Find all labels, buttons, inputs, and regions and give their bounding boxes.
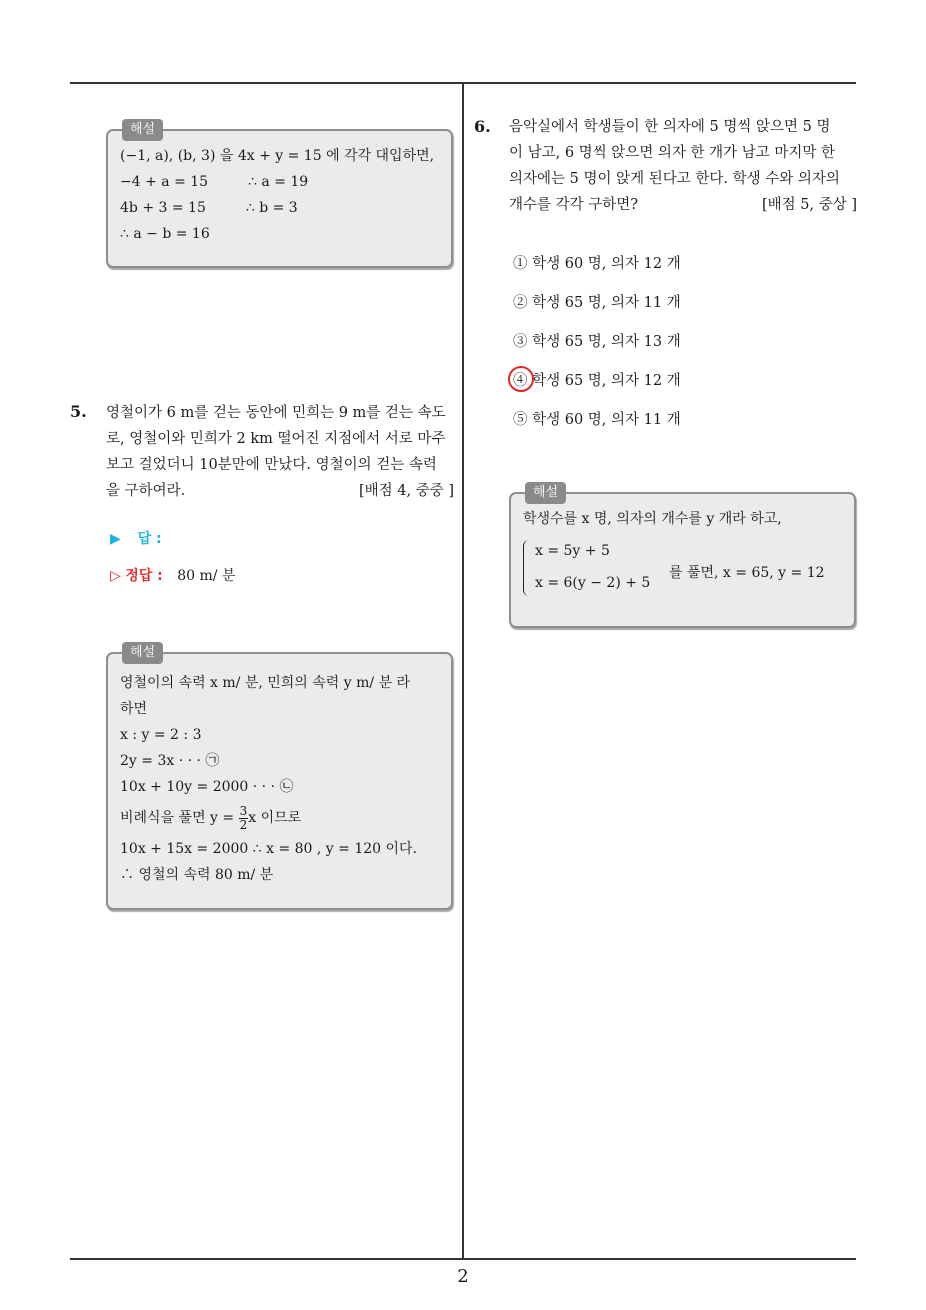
question-6-text: 음악실에서 학생들이 한 의자에 5 명씩 앉으면 5 명 이 남고, 6 명씩 앉으면 의자 한 개가 남고 마지막 한 의자에는 5 명이 앉게 된다고 한다. 학생 수와 의자의 개수를 각각 구하면? [배점 5, 중상 ] (509, 114, 857, 218)
outline-play-icon: ▷ (110, 568, 121, 584)
answer-input-row[interactable] (110, 528, 162, 548)
fraction: $\frac{3}{2}$ (239, 803, 248, 832)
answer-label: 답 : (137, 531, 162, 547)
solution-tag: 해설 (122, 119, 163, 141)
solution-line: 영철이의 속력 x m/ 분, 민희의 속력 y m/ 분 라 (120, 675, 411, 691)
choice-2[interactable]: ② 학생 65 명, 의자 11 개 (513, 295, 681, 311)
solution-line: 학생수를 x 명, 의자의 개수를 y 개라 하고, (523, 511, 782, 527)
correct-answer-label: 정답 : (125, 568, 163, 584)
choice-3[interactable]: ③ 학생 65 명, 의자 13 개 (513, 334, 681, 350)
solution-line: (−1, a), (b, 3) 을 4x + y = 15 에 각각 대입하면, (120, 148, 435, 164)
column-divider (462, 84, 464, 1258)
solution-tag: 해설 (525, 482, 566, 504)
solution-tag: 해설 (122, 642, 163, 664)
question-number-5: 5. (70, 402, 87, 421)
solution-line: 비례식을 풀면 y = $\frac{3}{2}$ x 이므로 (120, 803, 302, 832)
solution-line: ∴ a − b = 16 (120, 226, 210, 242)
solution-line: −4 + a = 15 ∴ a = 19 (120, 174, 309, 190)
correct-answer-row (110, 565, 235, 585)
choice-5[interactable]: ⑤ 학생 60 명, 의자 11 개 (513, 412, 681, 428)
question-meta: [배점 5, 중상 ] (761, 197, 857, 213)
equation-1: x = 5y + 5 (535, 543, 610, 559)
solution-line: 4b + 3 = 15 ∴ b = 3 (120, 200, 298, 216)
bottom-rule (70, 1258, 856, 1260)
question-meta: [배점 4, 중중 ] (358, 483, 454, 499)
choice-4[interactable]: ④ 학생 65 명, 의자 12 개 (513, 373, 681, 389)
solution-line: 하면 (120, 701, 148, 717)
solution-line: 10x + 15x = 2000 ∴ x = 80 , y = 120 이다. (120, 841, 418, 857)
brace-icon (523, 540, 532, 596)
solution-line: 10x + 10y = 2000 · · · ㉡ (120, 779, 294, 795)
solution-line: ∴ 영철의 속력 80 m/ 분 (120, 867, 274, 883)
question-5-text: 영철이가 6 m를 걷는 동안에 민희는 9 m를 걷는 속도 로, 영철이와 민희가 2 km 떨어진 지점에서 서로 마주 보고 걸었더니 10분만에 만났다. 영철이의 걷는 속력 을 구하여라. [배점 4, 중중 ] (106, 400, 454, 504)
solution-result: 를 풀면, x = 65, y = 12 (669, 565, 825, 581)
equation-2: x = 6(y − 2) + 5 (535, 575, 651, 591)
selected-answer-circle-icon (508, 366, 534, 392)
question-number-6: 6. (474, 117, 491, 136)
choice-1[interactable]: ① 학생 60 명, 의자 12 개 (513, 256, 681, 272)
solution-line: x : y = 2 : 3 (120, 727, 202, 743)
solution-box-q6 (509, 485, 856, 628)
solution-box-q4 (106, 122, 453, 268)
play-icon: ▶ (110, 531, 121, 547)
page-number: 2 (457, 1266, 469, 1287)
solution-box-q5 (106, 645, 453, 910)
solution-line: 2y = 3x · · · ㉠ (120, 753, 220, 769)
correct-answer-value: 80 m/ 분 (177, 568, 236, 584)
